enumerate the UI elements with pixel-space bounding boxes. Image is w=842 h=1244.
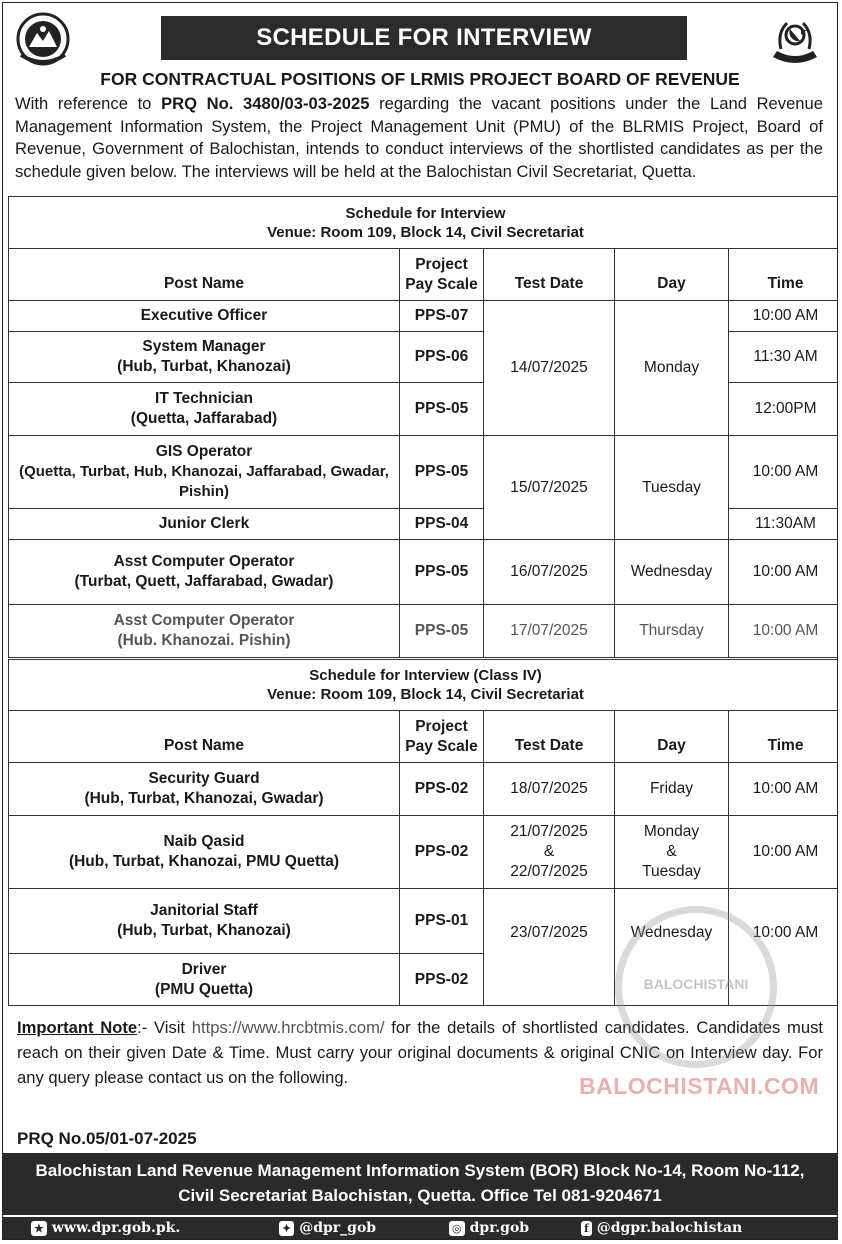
schedule-heading: Schedule for Interview Venue: Room 109, Block 14, Civil Secretariat	[9, 197, 839, 249]
website-link[interactable]: ★ www.dpr.gob.pk.	[31, 1220, 180, 1236]
intro-paragraph: With reference to PRQ No. 3480/03-03-2025 regarding the vacant positions under the Land Revenue Management Information System, the Project Management Unit (PMU) of the BLRMIS Project, Board of Revenue, Government of Balochistan, intends to conduct interviews of the shortlisted candidates as per the schedule given below. The interviews will be held at the Balochistan Civil Secretariat, Quetta.	[15, 94, 823, 181]
table-row: System Manager (Hub, Turbat, Khanozai) PPS-06 11:30 AM	[9, 332, 839, 383]
prq-reference: PRQ No. 3480/03-03-2025	[161, 94, 370, 113]
table-row: IT Technician (Quetta, Jaffarabad) PPS-05 12:00PM	[9, 383, 839, 436]
table-row: Executive Officer PPS-07 14/07/2025 Monday 10:00 AM	[9, 301, 839, 332]
table-header: Post Name Project Pay Scale Test Date Day Time	[9, 711, 839, 763]
venue: Venue: Room 109, Block 14, Civil Secretariat	[267, 223, 584, 241]
table-row: Asst Computer Operator (Hub. Khanozai. Pishin) PPS-05 17/07/2025 Thursday 10:00 AM	[9, 605, 839, 658]
shortlist-link[interactable]: https://www.hrcbtmis.com/	[191, 1018, 385, 1037]
table-row: Asst Computer Operator (Turbat, Quett, Jaffarabad, Gwadar) PPS-05 16/07/2025 Wednesday 10:00 AM	[9, 540, 839, 605]
prq-number: PRQ No.05/01-07-2025	[17, 1129, 197, 1148]
government-crest-icon	[767, 11, 823, 67]
venue: Venue: Room 109, Block 14, Civil Secretariat	[267, 686, 584, 703]
facebook-link[interactable]: f @dgpr.balochistan	[581, 1220, 742, 1236]
advertisement-page	[2, 2, 838, 1240]
table-row: Driver (PMU Quetta) PPS-02	[9, 954, 839, 1006]
balochistan-emblem-icon	[15, 11, 71, 67]
twitter-icon: ✦	[279, 1221, 294, 1236]
table-row: Janitorial Staff (Hub, Turbat, Khanozai) PPS-01 23/07/2025 Wednesday 10:00 AM	[9, 889, 839, 954]
table-header: Post Name Project Pay Scale Test Date Day Time	[9, 249, 839, 301]
instagram-icon: ◎	[449, 1221, 465, 1236]
table-row: GIS Operator (Quetta, Turbat, Hub, Khanozai, Jaffarabad, Gwadar, Pishin) PPS-05 15/07/2025 Tuesday 10:00 AM	[9, 436, 839, 509]
page-title: SCHEDULE FOR INTERVIEW	[161, 16, 687, 60]
schedule-heading: Schedule for Interview (Class IV) Venue: Room 109, Block 14, Civil Secretariat	[9, 660, 839, 711]
globe-icon: ★	[31, 1221, 47, 1236]
instagram-link[interactable]: ◎ dpr.gob	[449, 1220, 529, 1236]
facebook-icon: f	[581, 1221, 592, 1236]
watermark-text: BALOCHISTANI	[643, 976, 749, 992]
interview-schedule-table	[8, 196, 838, 658]
subtitle: FOR CONTRACTUAL POSITIONS OF LRMIS PROJECT BOARD OF REVENUE	[100, 69, 740, 89]
footer-address: Balochistan Land Revenue Management Information System (BOR) Block No-14, Room No-112, Civil Secretariat Balochistan, Quetta. Office Tel 081-9204671	[3, 1153, 837, 1215]
important-note: Important Note:- Visit https://www.hrcbtmis.com/ for the details of shortlisted candidates. Candidates must reach on their given Date & Time. Must carry your original documents & original CNIC on Interview day. For any query please contact us on the following.	[17, 1018, 824, 1087]
social-bar	[3, 1217, 837, 1240]
table-row: Junior Clerk PPS-04 11:30AM	[9, 509, 839, 540]
twitter-link[interactable]: ✦ @dpr_gob	[279, 1220, 376, 1236]
watermark-site: BALOCHISTANI.COM	[579, 1073, 820, 1099]
table-row: Security Guard (Hub, Turbat, Khanozai, Gwadar) PPS-02 18/07/2025 Friday 10:00 AM	[9, 763, 839, 816]
table-row: Naib Qasid (Hub, Turbat, Khanozai, PMU Quetta) PPS-02 21/07/2025 & 22/07/2025 Monday & Tuesday 10:00 AM	[9, 816, 839, 889]
